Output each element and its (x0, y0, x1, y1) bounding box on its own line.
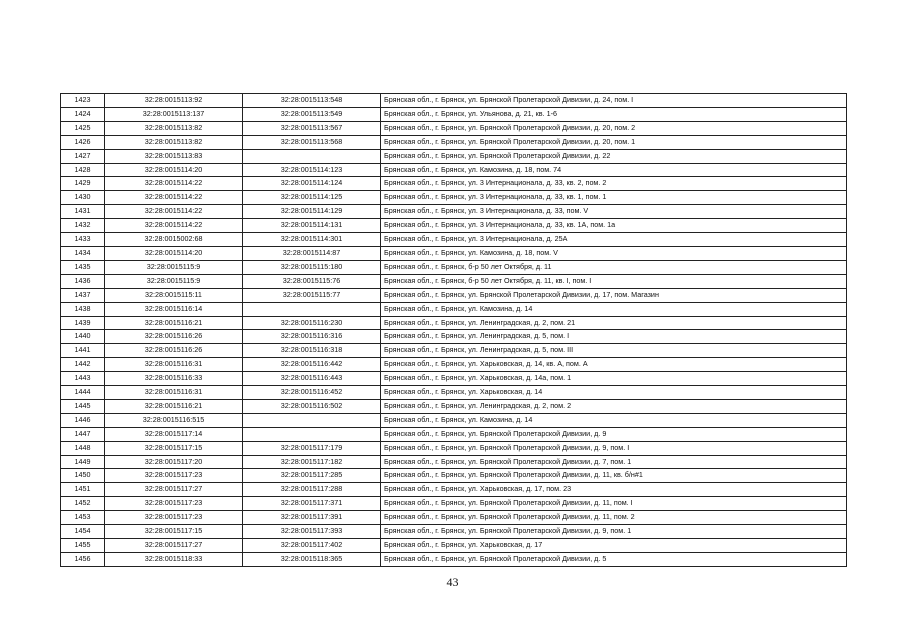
address-cell: Брянская обл., г. Брянск, ул. 3 Интернационала, д. 33, кв. 1, пом. 1 (381, 191, 847, 205)
address-cell: Брянская обл., г. Брянск, ул. 3 Интернационала, д. 33, кв. 2, пом. 2 (381, 177, 847, 191)
parcel-cadastral-number-cell: 32:28:0015114:22 (105, 191, 243, 205)
table-row (61, 330, 847, 344)
table-row (61, 149, 847, 163)
address-cell: Брянская обл., г. Брянск, ул. Брянской Пролетарской Дивизии, д. 9, пом. I (381, 441, 847, 455)
address-cell: Брянская обл., г. Брянск, ул. Камозина, д. 14 (381, 302, 847, 316)
row-number-cell: 1440 (61, 330, 105, 344)
row-number-cell: 1431 (61, 205, 105, 219)
address-cell: Брянская обл., г. Брянск, ул. Ульянова, д. 21, кв. 1-6 (381, 107, 847, 121)
row-number-cell: 1435 (61, 260, 105, 274)
table-row (61, 177, 847, 191)
table-row (61, 233, 847, 247)
object-cadastral-number-cell: 32:28:0015116:318 (243, 344, 381, 358)
parcel-cadastral-number-cell: 32:28:0015115:9 (105, 274, 243, 288)
object-cadastral-number-cell: 32:28:0015113:549 (243, 107, 381, 121)
object-cadastral-number-cell: 32:28:0015115:180 (243, 260, 381, 274)
row-number-cell: 1450 (61, 469, 105, 483)
address-cell: Брянская обл., г. Брянск, ул. 3 Интернационала, д. 33, пом. V (381, 205, 847, 219)
address-cell: Брянская обл., г. Брянск, ул. Брянской Пролетарской Дивизии, д. 7, пом. 1 (381, 455, 847, 469)
address-cell: Брянская обл., г. Брянск, ул. Харьковская, д. 14 (381, 386, 847, 400)
object-cadastral-number-cell: 32:28:0015117:393 (243, 525, 381, 539)
table-row (61, 497, 847, 511)
address-cell: Брянская обл., г. Брянск, ул. Ленинградская, д. 2, пом. 2 (381, 399, 847, 413)
object-cadastral-number-cell: 32:28:0015117:371 (243, 497, 381, 511)
object-cadastral-number-cell: 32:28:0015113:548 (243, 94, 381, 108)
page-number: 43 (446, 575, 459, 589)
table-row (61, 511, 847, 525)
parcel-cadastral-number-cell: 32:28:0015116:31 (105, 386, 243, 400)
row-number-cell: 1424 (61, 107, 105, 121)
object-cadastral-number-cell: 32:28:0015117:402 (243, 539, 381, 553)
object-cadastral-number-cell: 32:28:0015115:76 (243, 274, 381, 288)
object-cadastral-number-cell: 32:28:0015115:77 (243, 288, 381, 302)
table-row (61, 469, 847, 483)
parcel-cadastral-number-cell: 32:28:0015113:137 (105, 107, 243, 121)
row-number-cell: 1428 (61, 163, 105, 177)
parcel-cadastral-number-cell: 32:28:0015116:21 (105, 316, 243, 330)
table-row (61, 399, 847, 413)
parcel-cadastral-number-cell: 32:28:0015117:27 (105, 539, 243, 553)
table-row (61, 413, 847, 427)
table-row (61, 525, 847, 539)
parcel-cadastral-number-cell: 32:28:0015114:22 (105, 205, 243, 219)
table-row (61, 539, 847, 553)
row-number-cell: 1423 (61, 94, 105, 108)
address-cell: Брянская обл., г. Брянск, ул. 3 Интернационала, д. 25А (381, 233, 847, 247)
address-cell: Брянская обл., г. Брянск, ул. Брянской Пролетарской Дивизии, д. 24, пом. I (381, 94, 847, 108)
row-number-cell: 1445 (61, 399, 105, 413)
row-number-cell: 1452 (61, 497, 105, 511)
table-row (61, 121, 847, 135)
address-cell: Брянская обл., г. Брянск, ул. Брянской Пролетарской Дивизии, д. 9 (381, 427, 847, 441)
address-cell: Брянская обл., г. Брянск, ул. Брянской Пролетарской Дивизии, д. 11, пом. I (381, 497, 847, 511)
row-number-cell: 1447 (61, 427, 105, 441)
object-cadastral-number-cell: 32:28:0015116:442 (243, 358, 381, 372)
row-number-cell: 1429 (61, 177, 105, 191)
object-cadastral-number-cell (243, 413, 381, 427)
table-row (61, 552, 847, 566)
address-cell: Брянская обл., г. Брянск, ул. Камозина, д. 18, пом. V (381, 246, 847, 260)
row-number-cell: 1451 (61, 483, 105, 497)
object-cadastral-number-cell: 32:28:0015117:285 (243, 469, 381, 483)
table-row (61, 483, 847, 497)
row-number-cell: 1442 (61, 358, 105, 372)
row-number-cell: 1432 (61, 219, 105, 233)
table-row (61, 372, 847, 386)
object-cadastral-number-cell: 32:28:0015114:124 (243, 177, 381, 191)
object-cadastral-number-cell: 32:28:0015114:87 (243, 246, 381, 260)
row-number-cell: 1425 (61, 121, 105, 135)
address-cell: Брянская обл., г. Брянск, ул. Брянской Пролетарской Дивизии, д. 20, пом. 2 (381, 121, 847, 135)
object-cadastral-number-cell (243, 149, 381, 163)
object-cadastral-number-cell: 32:28:0015114:125 (243, 191, 381, 205)
table-row (61, 219, 847, 233)
table-row (61, 274, 847, 288)
parcel-cadastral-number-cell: 32:28:0015118:33 (105, 552, 243, 566)
address-cell: Брянская обл., г. Брянск, ул. Брянской Пролетарской Дивизии, д. 11, кв. б/н#1 (381, 469, 847, 483)
object-cadastral-number-cell: 32:28:0015117:182 (243, 455, 381, 469)
parcel-cadastral-number-cell: 32:28:0015117:14 (105, 427, 243, 441)
table-row (61, 135, 847, 149)
parcel-cadastral-number-cell: 32:28:0015114:22 (105, 177, 243, 191)
parcel-cadastral-number-cell: 32:28:0015113:92 (105, 94, 243, 108)
parcel-cadastral-number-cell: 32:28:0015117:15 (105, 525, 243, 539)
row-number-cell: 1427 (61, 149, 105, 163)
address-cell: Брянская обл., г. Брянск, ул. Брянской Пролетарской Дивизии, д. 5 (381, 552, 847, 566)
object-cadastral-number-cell: 32:28:0015116:452 (243, 386, 381, 400)
parcel-cadastral-number-cell: 32:28:0015117:15 (105, 441, 243, 455)
object-cadastral-number-cell: 32:28:0015113:567 (243, 121, 381, 135)
table-row (61, 94, 847, 108)
parcel-cadastral-number-cell: 32:28:0015116:26 (105, 330, 243, 344)
row-number-cell: 1456 (61, 552, 105, 566)
parcel-cadastral-number-cell: 32:28:0015117:23 (105, 497, 243, 511)
property-table (60, 93, 847, 567)
parcel-cadastral-number-cell: 32:28:0015117:20 (105, 455, 243, 469)
object-cadastral-number-cell: 32:28:0015114:129 (243, 205, 381, 219)
address-cell: Брянская обл., г. Брянск, ул. Харьковская, д. 17 (381, 539, 847, 553)
row-number-cell: 1433 (61, 233, 105, 247)
object-cadastral-number-cell: 32:28:0015117:179 (243, 441, 381, 455)
address-cell: Брянская обл., г. Брянск, ул. Ленинградская, д. 5, пом. I (381, 330, 847, 344)
row-number-cell: 1449 (61, 455, 105, 469)
object-cadastral-number-cell: 32:28:0015118:365 (243, 552, 381, 566)
table-row (61, 260, 847, 274)
parcel-cadastral-number-cell: 32:28:0015116:515 (105, 413, 243, 427)
parcel-cadastral-number-cell: 32:28:0015115:9 (105, 260, 243, 274)
row-number-cell: 1443 (61, 372, 105, 386)
row-number-cell: 1439 (61, 316, 105, 330)
parcel-cadastral-number-cell: 32:28:0015113:82 (105, 135, 243, 149)
parcel-cadastral-number-cell: 32:28:0015116:21 (105, 399, 243, 413)
object-cadastral-number-cell: 32:28:0015113:568 (243, 135, 381, 149)
table-row (61, 441, 847, 455)
address-cell: Брянская обл., г. Брянск, ул. Брянской Пролетарской Дивизии, д. 17, пом. Магазин (381, 288, 847, 302)
table-row (61, 191, 847, 205)
object-cadastral-number-cell: 32:28:0015117:391 (243, 511, 381, 525)
object-cadastral-number-cell (243, 302, 381, 316)
table-row (61, 358, 847, 372)
object-cadastral-number-cell: 32:28:0015117:288 (243, 483, 381, 497)
table-row (61, 427, 847, 441)
parcel-cadastral-number-cell: 32:28:0015117:23 (105, 511, 243, 525)
address-cell: Брянская обл., г. Брянск, ул. Брянской Пролетарской Дивизии, д. 22 (381, 149, 847, 163)
table-row (61, 455, 847, 469)
table-body (61, 94, 847, 567)
parcel-cadastral-number-cell: 32:28:0015002:68 (105, 233, 243, 247)
address-cell: Брянская обл., г. Брянск, ул. Харьковская, д. 14а, пом. 1 (381, 372, 847, 386)
table-row (61, 344, 847, 358)
table-row (61, 302, 847, 316)
row-number-cell: 1454 (61, 525, 105, 539)
parcel-cadastral-number-cell: 32:28:0015114:20 (105, 246, 243, 260)
row-number-cell: 1438 (61, 302, 105, 316)
row-number-cell: 1453 (61, 511, 105, 525)
parcel-cadastral-number-cell: 32:28:0015113:82 (105, 121, 243, 135)
address-cell: Брянская обл., г. Брянск, ул. Камозина, д. 18, пом. 74 (381, 163, 847, 177)
table-row (61, 205, 847, 219)
address-cell: Брянская обл., г. Брянск, ул. Брянской Пролетарской Дивизии, д. 9, пом. 1 (381, 525, 847, 539)
address-cell: Брянская обл., г. Брянск, ул. Ленинградская, д. 2, пом. 21 (381, 316, 847, 330)
address-cell: Брянская обл., г. Брянск, б-р 50 лет Октября, д. 11 (381, 260, 847, 274)
parcel-cadastral-number-cell: 32:28:0015116:31 (105, 358, 243, 372)
parcel-cadastral-number-cell: 32:28:0015116:33 (105, 372, 243, 386)
parcel-cadastral-number-cell: 32:28:0015117:27 (105, 483, 243, 497)
object-cadastral-number-cell: 32:28:0015114:123 (243, 163, 381, 177)
parcel-cadastral-number-cell: 32:28:0015117:23 (105, 469, 243, 483)
parcel-cadastral-number-cell: 32:28:0015113:83 (105, 149, 243, 163)
row-number-cell: 1444 (61, 386, 105, 400)
address-cell: Брянская обл., г. Брянск, ул. 3 Интернационала, д. 33, кв. 1А, пом. 1а (381, 219, 847, 233)
row-number-cell: 1446 (61, 413, 105, 427)
object-cadastral-number-cell: 32:28:0015116:316 (243, 330, 381, 344)
address-cell: Брянская обл., г. Брянск, ул. Брянской Пролетарской Дивизии, д. 20, пом. 1 (381, 135, 847, 149)
address-cell: Брянская обл., г. Брянск, ул. Харьковская, д. 17, пом. 23 (381, 483, 847, 497)
table-row (61, 246, 847, 260)
address-cell: Брянская обл., г. Брянск, б-р 50 лет Октября, д. 11, кв. I, пом. I (381, 274, 847, 288)
object-cadastral-number-cell: 32:28:0015116:443 (243, 372, 381, 386)
row-number-cell: 1430 (61, 191, 105, 205)
row-number-cell: 1434 (61, 246, 105, 260)
object-cadastral-number-cell: 32:28:0015114:131 (243, 219, 381, 233)
address-cell: Брянская обл., г. Брянск, ул. Харьковская, д. 14, кв. А, пом. А (381, 358, 847, 372)
table-row (61, 316, 847, 330)
parcel-cadastral-number-cell: 32:28:0015115:11 (105, 288, 243, 302)
object-cadastral-number-cell: 32:28:0015116:230 (243, 316, 381, 330)
object-cadastral-number-cell: 32:28:0015116:502 (243, 399, 381, 413)
object-cadastral-number-cell: 32:28:0015114:301 (243, 233, 381, 247)
table-row (61, 288, 847, 302)
row-number-cell: 1455 (61, 539, 105, 553)
row-number-cell: 1448 (61, 441, 105, 455)
parcel-cadastral-number-cell: 32:28:0015116:26 (105, 344, 243, 358)
table-row (61, 163, 847, 177)
parcel-cadastral-number-cell: 32:28:0015114:20 (105, 163, 243, 177)
row-number-cell: 1437 (61, 288, 105, 302)
address-cell: Брянская обл., г. Брянск, ул. Ленинградская, д. 5, пом. III (381, 344, 847, 358)
row-number-cell: 1441 (61, 344, 105, 358)
row-number-cell: 1436 (61, 274, 105, 288)
table-row (61, 386, 847, 400)
address-cell: Брянская обл., г. Брянск, ул. Брянской Пролетарской Дивизии, д. 11, пом. 2 (381, 511, 847, 525)
row-number-cell: 1426 (61, 135, 105, 149)
address-cell: Брянская обл., г. Брянск, ул. Камозина, д. 14 (381, 413, 847, 427)
parcel-cadastral-number-cell: 32:28:0015116:14 (105, 302, 243, 316)
table-row (61, 107, 847, 121)
object-cadastral-number-cell (243, 427, 381, 441)
parcel-cadastral-number-cell: 32:28:0015114:22 (105, 219, 243, 233)
